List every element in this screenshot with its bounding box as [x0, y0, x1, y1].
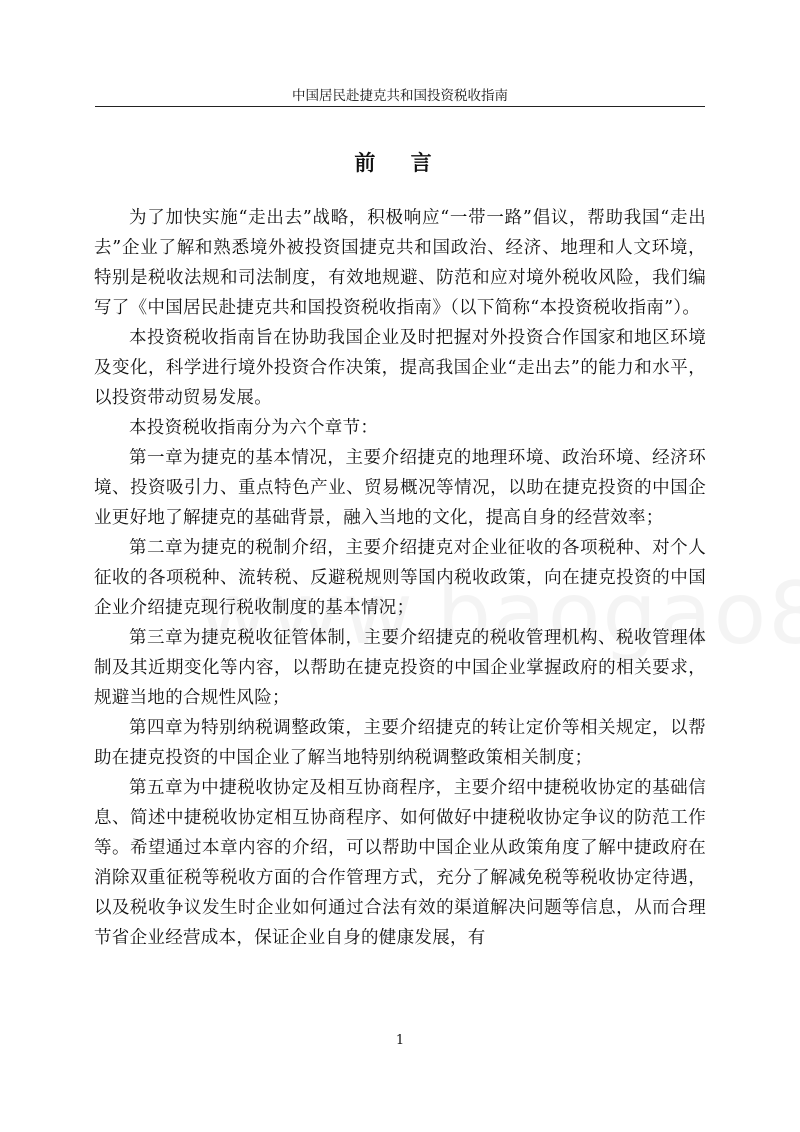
page-title: 前 言: [354, 150, 446, 175]
paragraph-intro: 为了加快实施“走出去”战略，积极响应“一带一路”倡议，帮助我国“走出去”企业了解和熟悉境外被投资国捷克共和国政治、经济、地理和人文环境，特别是税收法规和司法制度，有效地规避、防范和应对境外税收风险，我们编写了《中国居民赴捷克共和国投资税收指南》（以下简称“本投资税收指南”）。: [94, 208, 706, 318]
page-number: 1: [395, 1033, 405, 1048]
paragraph-chapter-2: 第二章为捷克的税制介绍，主要介绍捷克对企业征收的各项税种、对个人征收的各项税种、流转税、反避税规则等国内税收政策，向在捷克投资的中国企业介绍捷克现行税收制度的基本情况；: [94, 538, 706, 618]
paragraph-chapter-1: 第一章为捷克的基本情况，主要介绍捷克的地理环境、政治环境、经济环境、投资吸引力、重点特色产业、贸易概况等情况，以助在捷克投资的中国企业更好地了解捷克的基础背景，融入当地的文化，提高自身的经营效率；: [94, 448, 706, 528]
header-divider: [95, 106, 705, 107]
paragraph-purpose: 本投资税收指南旨在协助我国企业及时把握对外投资合作国家和地区环境及变化，科学进行境外投资合作决策，提高我国企业“走出去”的能力和水平，以投资带动贸易发展。: [94, 328, 706, 408]
paragraph-structure: 本投资税收指南分为六个章节：: [129, 418, 379, 438]
running-header: 中国居民赴捷克共和国投资税收指南: [292, 88, 508, 104]
paragraph-chapter-5: 第五章为中捷税收协定及相互协商程序，主要介绍中捷税收协定的基础信息、简述中捷税收协定相互协商程序、如何做好中捷税收协定争议的防范工作等。希望通过本章内容的介绍，可以帮助中国企业从政策角度了解中捷政府在消除双重征税等税收方面的合作管理方式，充分了解减免税等税收协定待遇，以及税收争议发生时企业如何通过合法有效的渠道解决问题等信息，从而合理节省企业经营成本，保证企业自身的健康发展，有: [94, 778, 706, 948]
paragraph-chapter-4: 第四章为特别纳税调整政策，主要介绍捷克的转让定价等相关规定，以帮助在捷克投资的中国企业了解当地特别纳税调整政策相关制度；: [94, 718, 706, 768]
paragraph-chapter-3: 第三章为捷克税收征管体制，主要介绍捷克的税收管理机构、税收管理体制及其近期变化等内容，以帮助在捷克投资的中国企业掌握政府的相关要求，规避当地的合规性风险；: [94, 628, 706, 708]
body-text: [94, 203, 706, 953]
